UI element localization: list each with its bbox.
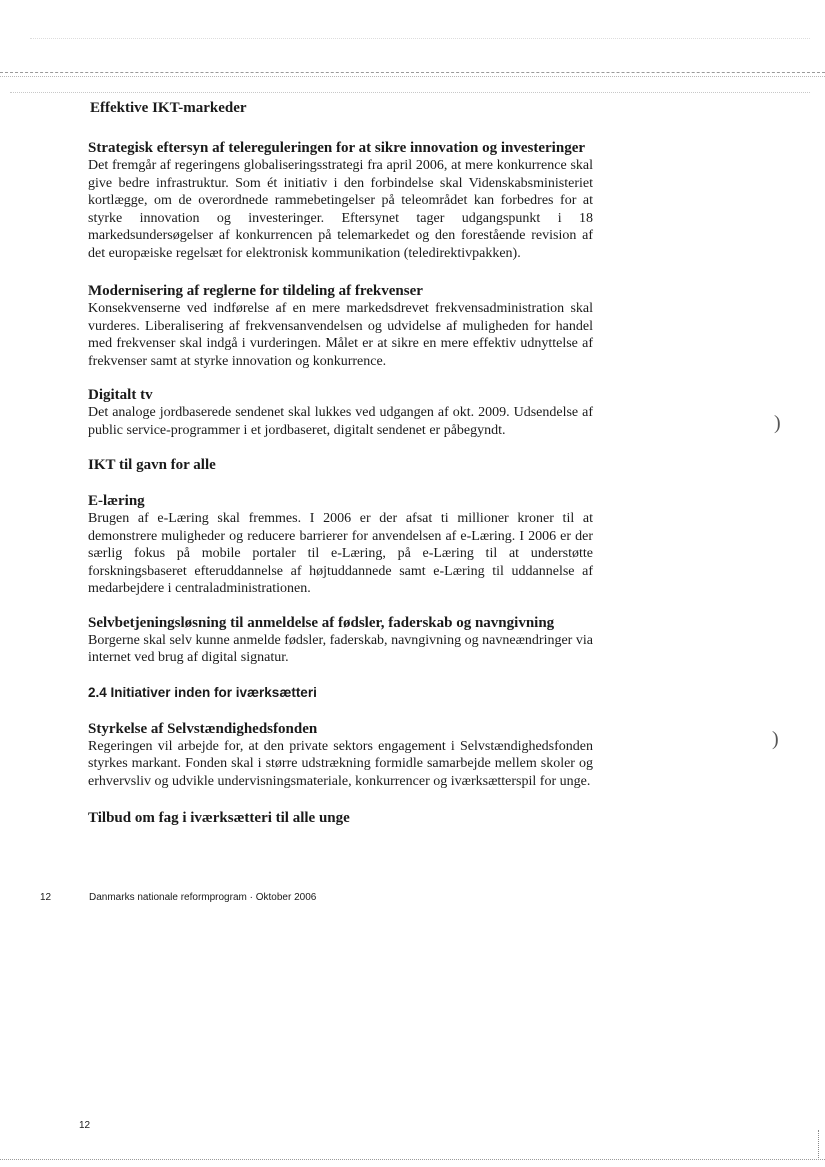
section-selvstaendighedsfonden (88, 720, 593, 791)
bottom-page-number: 12 (79, 1120, 91, 1131)
section-2-4-heading: 2.4 Initiativer inden for iværksætteri (88, 684, 317, 700)
main-heading: Effektive IKT-markeder (90, 100, 247, 116)
section-strategisk-eftersyn (88, 139, 593, 262)
page-content (88, 100, 593, 827)
section-title: Modernisering af reglerne for tildeling af frekvenser (88, 283, 423, 299)
section-body: Borgerne skal selv kunne anmelde fødsler, faderskab, navngivning og navneændringer via internet ved brug af digital signatur. (88, 632, 593, 665)
ikt-heading: IKT til gavn for alle (88, 457, 216, 473)
scan-artifact-line (0, 76, 825, 77)
footer-text: Danmarks nationale reformprogram · Oktober 2006 (89, 892, 317, 903)
scan-artifact-line (0, 1159, 825, 1160)
scan-artifact-line (30, 38, 810, 39)
section-selvbetjening (88, 614, 593, 667)
section-body: Regeringen vil arbejde for, at den private sektors engagement i Selvstændighedsfonden styrkes markant. Fonden skal i større udstrækning formidle samarbejde mellem skoler og erhvervsliv og udvikle undervisningsmateriale, konkurrencer og iværksætterspil for unge. (88, 738, 593, 789)
section-body: Det analoge jordbaserede sendenet skal lukkes ved udgangen af okt. 2009. Udsendelse af public service-programmer i et jordbaseret, digitalt sendenet er påbegyndt. (88, 405, 593, 438)
scan-artifact-vertical (818, 1130, 819, 1158)
section-frekvenser (88, 282, 593, 370)
section-body: Det fremgår af regeringens globaliseringsstrategi fra april 2006, at mere konkurrence skal give bedre infrastruktur. Som ét initiativ i den forbindelse skal Videnskabsministeriet kortlægge, om de overordnede rammebetingelser på teleområdet kan forbedres for at styrke innovation og investeringer. Eftersynet tager udgangspunkt i 18 markedsundersøgelser af konkurrencen på telemarkedet og den forestående revision af det europæiske regelsæt for elektronisk kommunikation (teledirektivpakken). (88, 158, 593, 261)
section-digitalt-tv (88, 386, 593, 439)
section-body: Konsekvenserne ved indførelse af en mere markedsdrevet frekvensadministration skal vurderes. Liberalisering af frekvensanvendelsen og udvidelse af muligheden for handel med frekvenser skal indgå i vurderingen. Målet er at sikre en mere effektiv udnyttelse af frekvenser samt at styrke innovation og konkurrence. (88, 301, 593, 369)
tilbud-heading: Tilbud om fag i iværksætteri til alle unge (88, 810, 350, 826)
section-title: Styrkelse af Selvstændighedsfonden (88, 720, 318, 737)
section-title: Digitalt tv (88, 387, 153, 403)
margin-bracket-mark: ) (774, 412, 781, 434)
footer-page-number: 12 (40, 892, 52, 903)
scan-artifact-line (0, 72, 825, 73)
section-title: Selvbetjeningsløsning til anmeldelse af fødsler, faderskab og navngivning (88, 614, 555, 631)
section-e-laering (88, 492, 593, 598)
section-title: Strategisk eftersyn af telereguleringen for at sikre innovation og investeringer (88, 140, 586, 156)
margin-bracket-mark: ) (772, 728, 779, 750)
section-title: E-læring (88, 493, 145, 509)
section-body: Brugen af e-Læring skal fremmes. I 2006 er der afsat ti millioner kroner til at demonstrere muligheder og reducere barrierer for anvendelsen af e-Læring. I 2006 er der særlig fokus på mobile portaler til e-Læring, på e-Læring til at understøtte forskningsbaseret efteruddannelse af højtuddannede samt e-Læring til uddannelse af medarbejdere i centraladministrationen. (88, 511, 593, 596)
scan-artifact-line (10, 92, 810, 93)
